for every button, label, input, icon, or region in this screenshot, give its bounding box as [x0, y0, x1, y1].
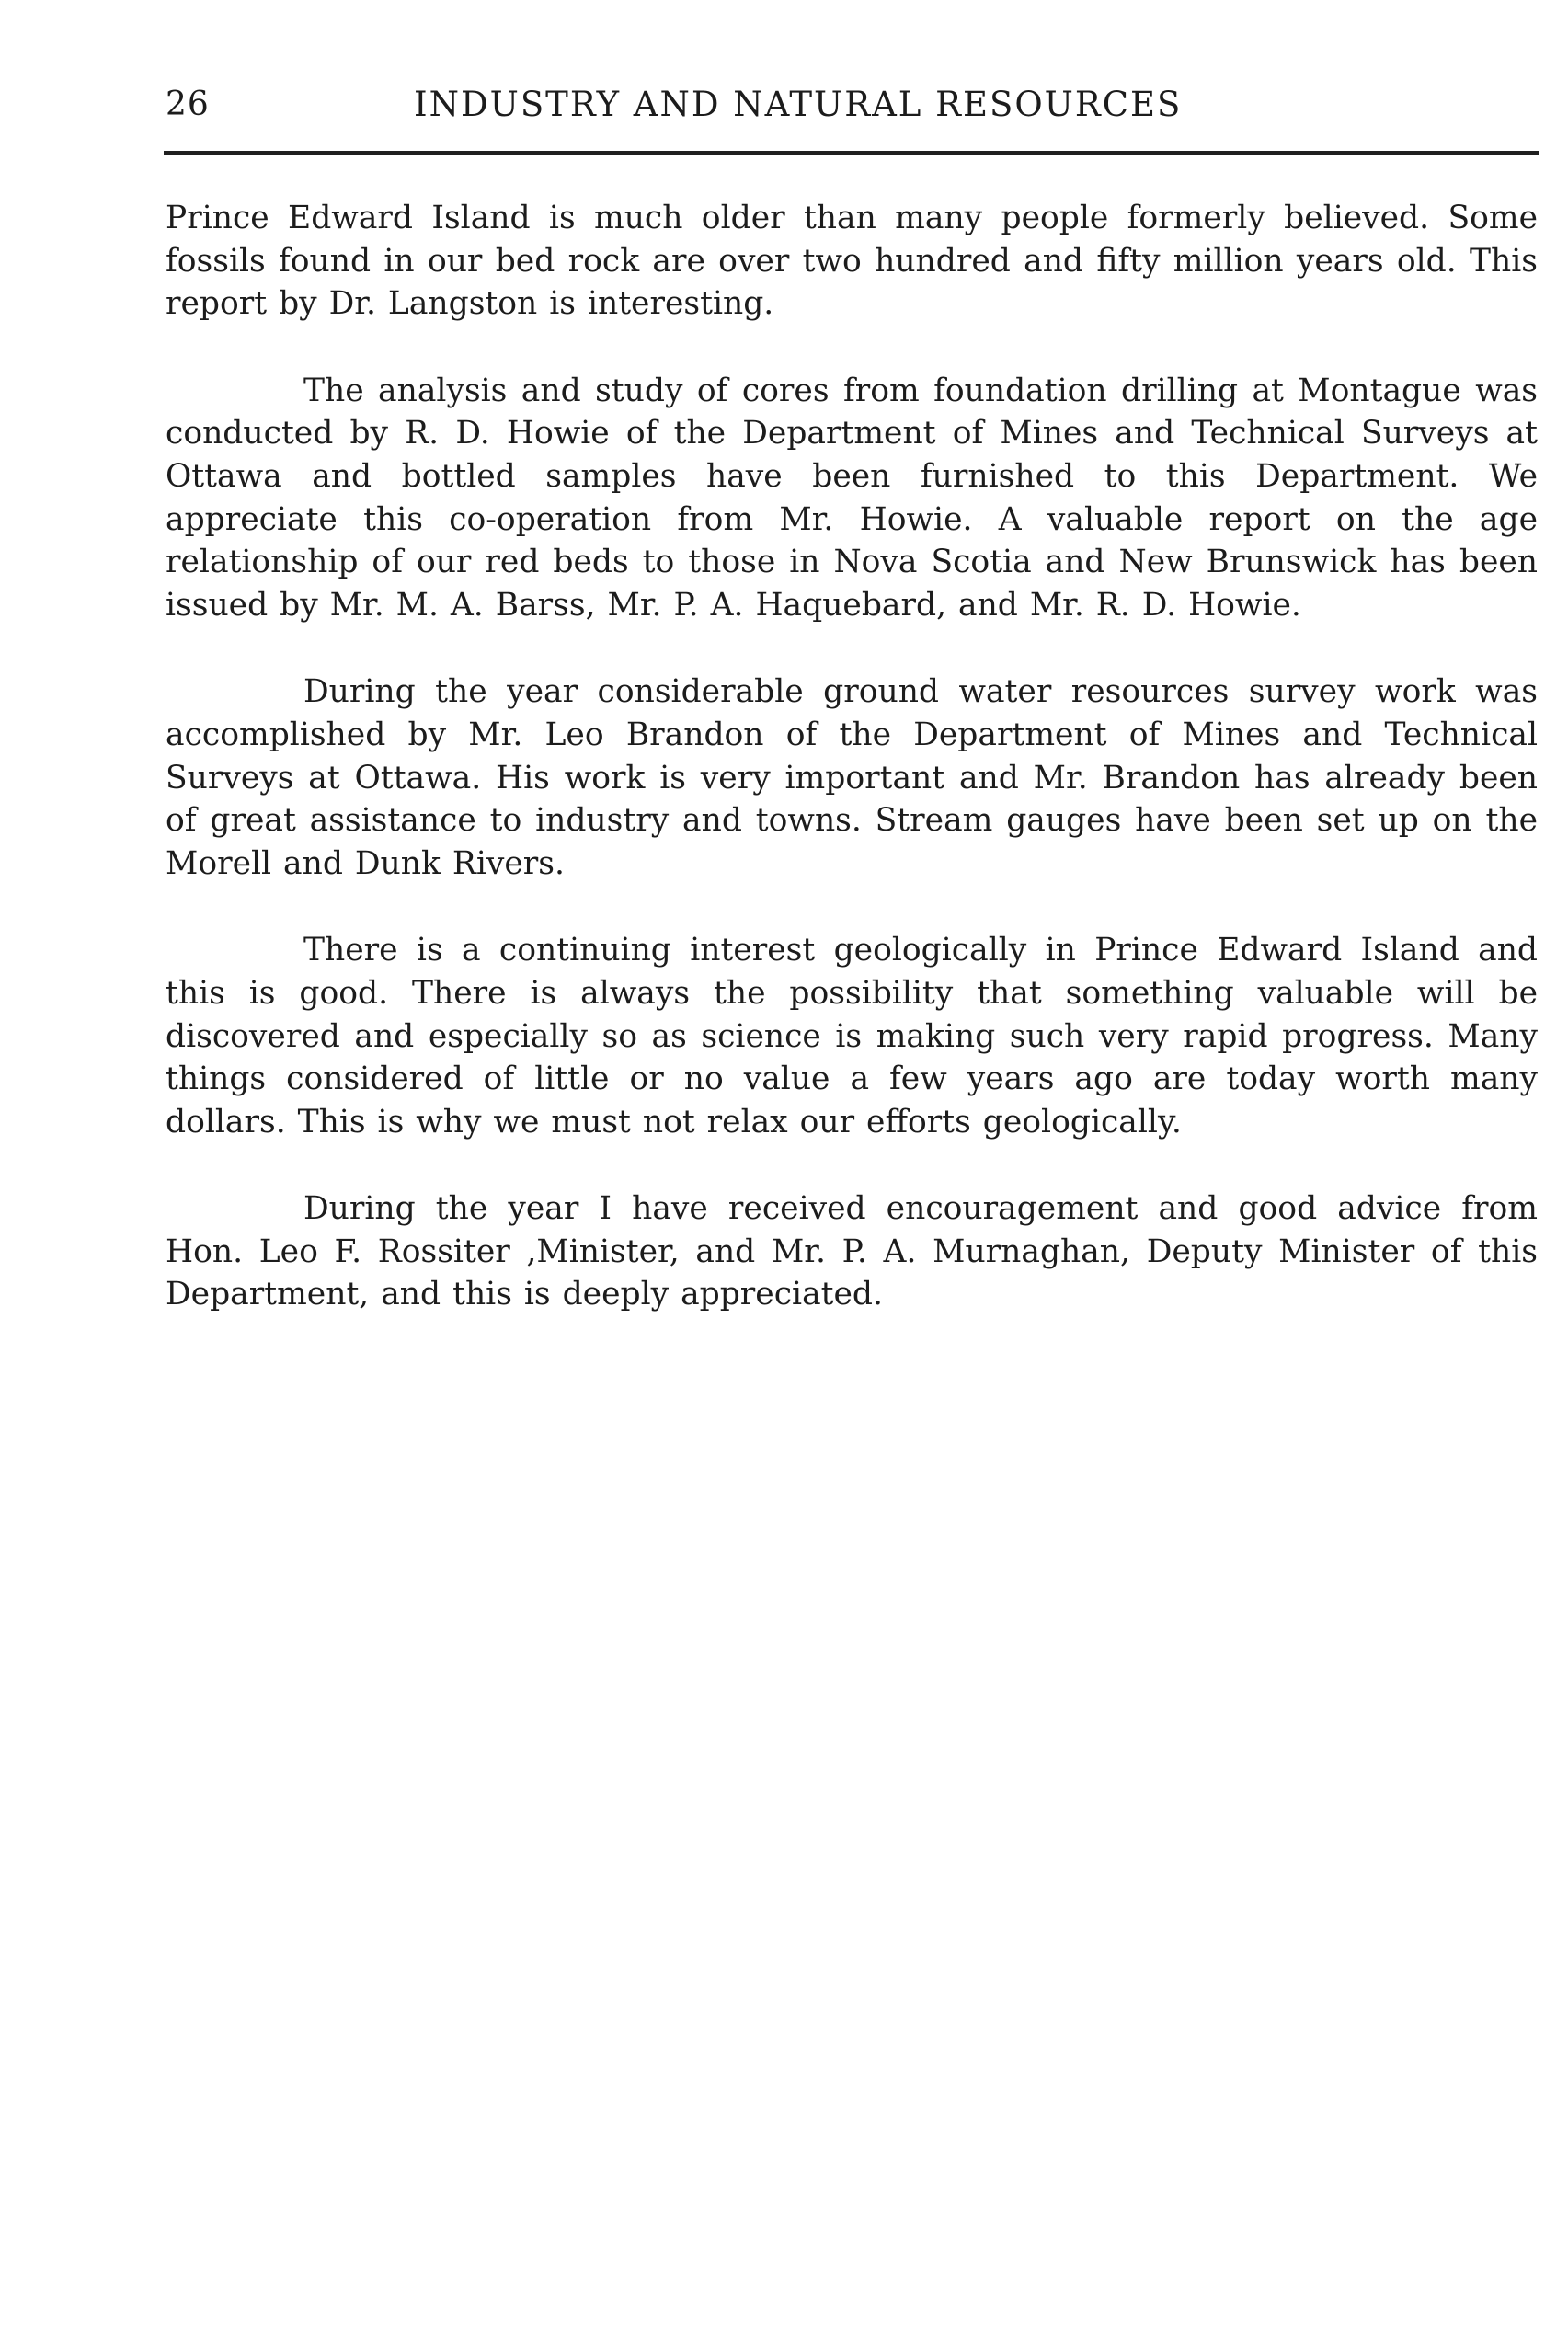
paragraph-fossils: Prince Edward Island is much older than many people formerly believed. Some fossils found in our bed rock are over two hundred and fifty million years old. This report by Dr. Langston is interesting.: [166, 200, 1538, 323]
header-rule: [164, 151, 1539, 155]
paragraph-geological-interest: There is a continuing interest geologically in Prince Edward Island and this is good. There is always the possibility that something valuable will be discovered and especially so as science is making such very rapid progress. Many things considered of little or no value a few years ago are today worth many dollars. This is why we must not relax our efforts geologically.: [166, 932, 1538, 1141]
paragraph-acknowledgement: During the year I have received encouragement and good advice from Hon. Leo F. Rossiter ,Minister, and Mr. P. A. Murnaghan, Deputy Minister of this Department, and this is deeply appreciated.: [166, 1190, 1538, 1313]
paragraph-cores-analysis: The analysis and study of cores from foundation drilling at Montague was conducted by R. D. Howie of the Department of Mines and Technical Surveys at Ottawa and bottled samples have been furnished to this Department. We appreciate this co-operation from Mr. Howie. A valuable report on the age relationship of our red beds to those in Nova Scotia and New Brunswick has been issued by Mr. M. A. Barss, Mr. P. A. Haquebard, and Mr. R. D. Howie.: [166, 372, 1538, 624]
page-number: 26: [166, 86, 210, 123]
paragraph-ground-water-survey: During the year considerable ground water resources survey work was accomplished by Mr. Leo Brandon of the Department of Mines and Technical Surveys at Ottawa. His work is very important and Mr. Brandon has already been of great assistance to industry and towns. Stream gauges have been set up on the Morell and Dunk Rivers.: [166, 673, 1538, 882]
running-title: INDUSTRY AND NATURAL RESOURCES: [414, 85, 1183, 124]
running-header: [166, 81, 1538, 129]
body-text: [166, 197, 1538, 1360]
